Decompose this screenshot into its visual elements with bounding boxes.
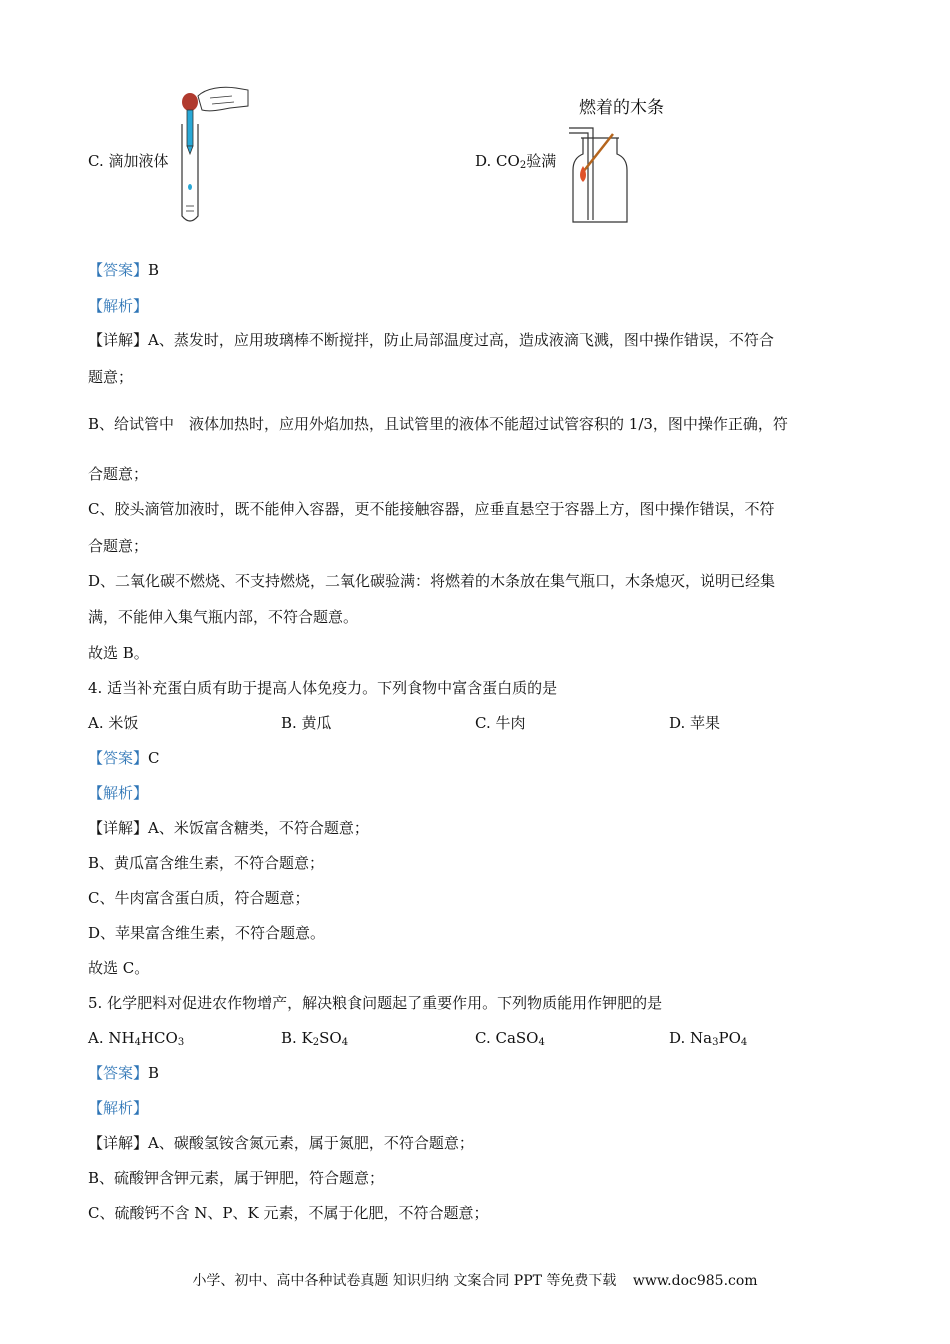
page-footer bbox=[0, 1270, 950, 1290]
burning-stick-caption: 燃着的木条 bbox=[579, 98, 664, 118]
q3-detail-c-cont: 合题意； bbox=[88, 537, 149, 555]
q5-option-b: B. $K_2SO_4$ bbox=[281, 1029, 349, 1048]
q3-detail-a: 【详解】A、蒸发时，应用玻璃棒不断搅拌，防止局部温度过高，造成液滴飞溅，图中操作错误，不符合 bbox=[88, 331, 774, 349]
q5-stem: 5. 化学肥料对促进农作物增产，解决粮食问题起了重要作用。下列物质能用作钾肥的是 bbox=[88, 994, 663, 1012]
footer-link[interactable]: www.doc985.com bbox=[632, 1273, 758, 1289]
q5-option-d: D. $Na_3PO_4$ bbox=[669, 1029, 748, 1048]
q4-conclusion: 故选 C。 bbox=[88, 959, 150, 977]
q3-detail-d-cont: 满，不能伸入集气瓶内部，不符合题意。 bbox=[88, 608, 359, 626]
q5-option-a: A. $NH_4HCO_3$ bbox=[88, 1029, 185, 1048]
q5-analysis-heading: 【解析】 bbox=[88, 1099, 149, 1117]
q4-option-d: D. 苹果 bbox=[669, 714, 721, 732]
q5-detail-c: C、硫酸钙不含 N、P、K 元素，不属于化肥，不符合题意； bbox=[88, 1204, 489, 1222]
q3-detail-a-cont: 题意； bbox=[88, 368, 134, 386]
q5-option-c: C. CaSO$_4$ bbox=[475, 1029, 545, 1048]
q3-conclusion: 故选 B。 bbox=[88, 644, 149, 662]
q3-detail-c: C、胶头滴管加液时，既不能伸入容器，更不能接触容器，应垂直悬空于容器上方，图中操作错误，不符 bbox=[88, 500, 775, 518]
q4-analysis-heading: 【解析】 bbox=[88, 784, 149, 802]
option-d-label: D. $CO_2$验满 bbox=[475, 152, 557, 171]
q3-detail-b: B、给试管中 液体加热时，应用外焰加热，且试管里的液体不能超过试管容积的 1/3，图中操作正确，符 bbox=[88, 415, 788, 433]
q3-detail-b-cont: 合题意； bbox=[88, 465, 149, 483]
q3-detail-d: D、二氧化碳不燃烧、不支持燃烧，二氧化碳验满：将燃着的木条放在集气瓶口，木条熄灭，说明已经集 bbox=[88, 572, 776, 590]
q4-detail-d: D、苹果富含维生素，不符合题意。 bbox=[88, 924, 326, 942]
q5-answer: 【答案】B bbox=[88, 1064, 160, 1082]
q3-analysis-heading: 【解析】 bbox=[88, 297, 149, 315]
q4-option-a: A. 米饭 bbox=[88, 714, 139, 732]
gas-bottle-figure bbox=[565, 118, 635, 226]
q4-option-c: C. 牛肉 bbox=[475, 714, 526, 732]
q4-detail-a: 【详解】A、米饭富含糖类，不符合题意； bbox=[88, 819, 369, 837]
q4-option-b: B. 黄瓜 bbox=[281, 714, 332, 732]
footer-text: 小学、初中、高中各种试卷真题 知识归纳 文案合同 PPT 等免费下载 bbox=[192, 1273, 617, 1289]
dropper-test-tube-figure bbox=[170, 84, 250, 229]
option-c-label: C. 滴加液体 bbox=[88, 152, 169, 170]
q4-detail-c: C、牛肉富含蛋白质，符合题意； bbox=[88, 889, 310, 907]
q4-stem: 4. 适当补充蛋白质有助于提高人体免疫力。下列食物中富含蛋白质的是 bbox=[88, 679, 558, 697]
q3-answer: 【答案】B bbox=[88, 261, 160, 279]
q5-detail-a: 【详解】A、碳酸氢铵含氮元素，属于氮肥，不符合题意； bbox=[88, 1134, 474, 1152]
q4-answer: 【答案】C bbox=[88, 749, 160, 767]
q4-detail-b: B、黄瓜富含维生素，不符合题意； bbox=[88, 854, 325, 872]
q5-detail-b: B、硫酸钾含钾元素，属于钾肥，符合题意； bbox=[88, 1169, 385, 1187]
